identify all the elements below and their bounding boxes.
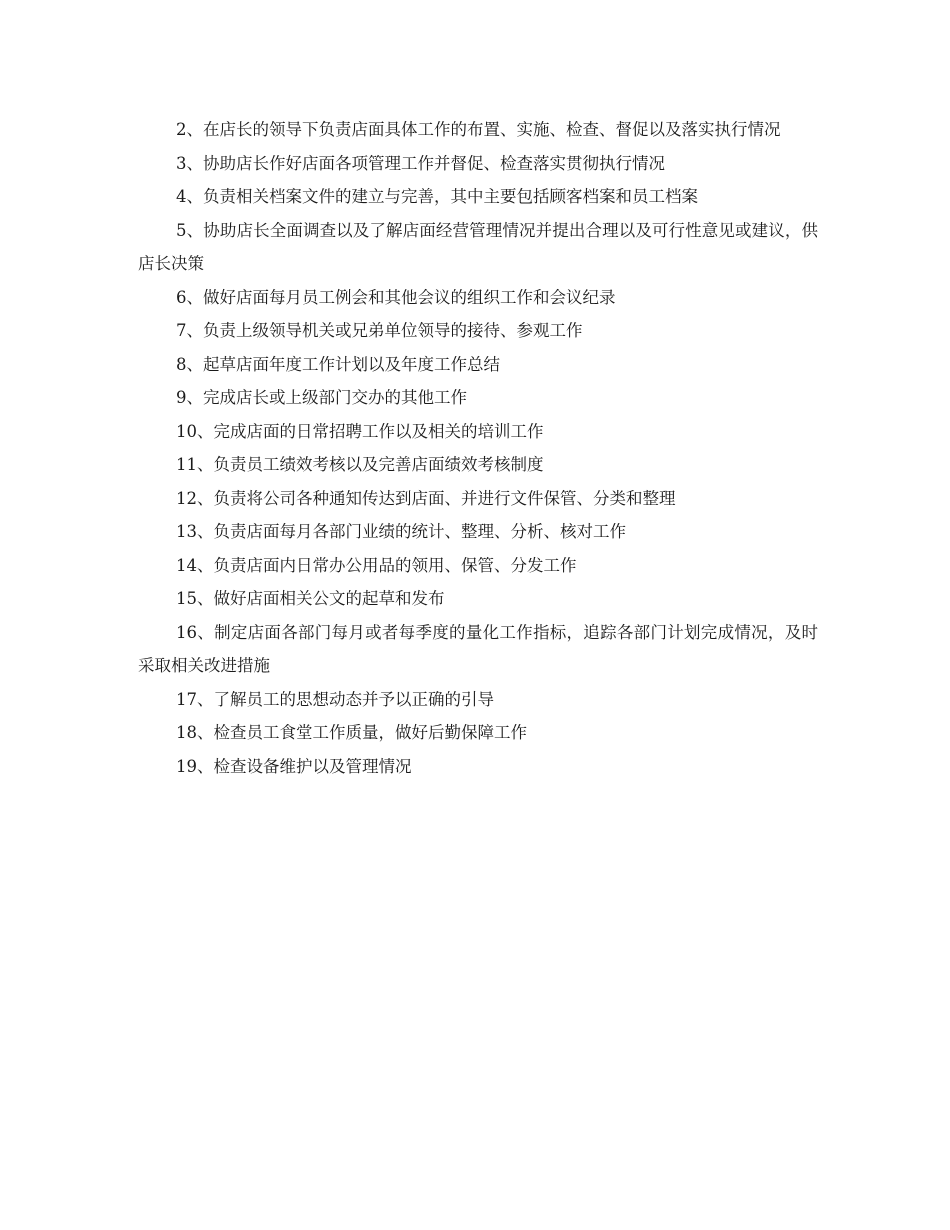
list-item: 9、完成店长或上级部门交办的其他工作: [176, 388, 467, 407]
list-item: 14、负责店面内日常办公用品的领用、保管、分发工作: [176, 555, 577, 575]
list-item: 16、制定店面各部门每月或者每季度的量化工作指标，追踪各部门计划完成情况，及时采取相关改进措施: [138, 622, 818, 675]
list-item: 2、在店长的领导下负责店面具体工作的布置、实施、检查、督促以及落实执行情况: [176, 120, 781, 139]
list-item: 13、负责店面每月各部门业绩的统计、整理、分析、核对工作: [176, 522, 626, 541]
list-item: 18、检查员工食堂工作质量，做好后勤保障工作: [176, 723, 527, 742]
list-item: 17、了解员工的思想动态并予以正确的引导: [176, 689, 494, 709]
duty-list: [138, 113, 818, 783]
list-item: 7、负责上级领导机关或兄弟单位领导的接待、参观工作: [176, 321, 583, 340]
list-item: 6、做好店面每月员工例会和其他会议的组织工作和会议纪录: [176, 287, 616, 307]
list-item: 8、起草店面年度工作计划以及年度工作总结: [176, 354, 500, 374]
list-item: 3、协助店长作好店面各项管理工作并督促、检查落实贯彻执行情况: [176, 153, 665, 173]
list-item: 5、协助店长全面调查以及了解店面经营管理情况并提出合理以及可行性意见或建议，供店长决策: [138, 220, 818, 273]
list-item: 15、做好店面相关公文的起草和发布: [176, 589, 445, 608]
list-item: 19、检查设备维护以及管理情况: [176, 756, 412, 776]
list-item: 11、负责员工绩效考核以及完善店面绩效考核制度: [176, 455, 544, 474]
list-item: 4、负责相关档案文件的建立与完善，其中主要包括顾客档案和员工档案: [176, 187, 698, 206]
list-item: 10、完成店面的日常招聘工作以及相关的培训工作: [176, 421, 544, 441]
list-item: 12、负责将公司各种通知传达到店面、并进行文件保管、分类和整理: [176, 488, 676, 508]
